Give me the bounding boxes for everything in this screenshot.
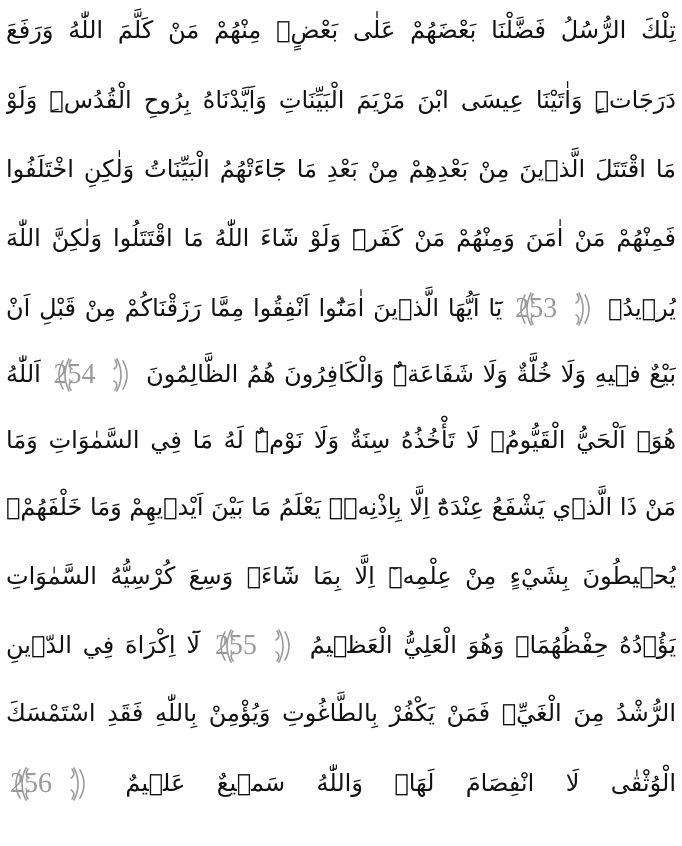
verse-text: مَنْ ذَا الَّذ۪ي يَشْفَعُ عِنْدَهُٓ اِلَّا بِاِذْنِه۪ۜ يَعْلَمُ مَا بَيْنَ اَيْد۪يهِمْ وَمَا خَلْفَهُمْۚ	[6, 493, 676, 521]
verse-line	[6, 619, 676, 671]
verse-text: فَمِنْهُمْ مَنْ اٰمَنَ وَمِنْهُمْ مَنْ كَفَرَۜ وَلَوْ شَٓاءَ اللّٰهُ مَا اقْتَتَلُوا وَلٰكِنَّ اللّٰهَ	[6, 224, 676, 252]
verse-text: مَا اقْتَتَلَ الَّذ۪ينَ مِنْ بَعْدِهِمْ مِنْ بَعْدِ مَا جَٓاءَتْهُمُ الْبَيِّنَاتُ وَلٰكِنِ اخْتَلَفُوا	[6, 155, 676, 183]
ayah-number: 253	[515, 293, 558, 324]
ayah-number-marker	[53, 355, 133, 395]
verse-text: يَٓا اَيُّهَا الَّذ۪ينَ اٰمَنُٓوا اَنْفِقُوا مِمَّا رَزَقْنَاكُمْ مِنْ قَبْلِ اَنْ	[6, 294, 503, 322]
verse-line	[6, 143, 676, 195]
ayah-number: 255	[214, 630, 257, 661]
verse-text: هُوَۚ اَلْحَيُّ الْقَيُّومُۚ لَا تَأْخُذُهُ سِنَةٌ وَلَا نَوْمٌۜ لَهُ مَا فِي السَّمٰوَاتِ وَمَا	[6, 426, 676, 454]
verse-line	[6, 687, 676, 739]
ayah-number-marker	[215, 626, 295, 666]
ayah-number-marker	[10, 764, 90, 804]
verse-text: يُح۪يطُونَ بِشَيْءٍ مِنْ عِلْمِه۪ٓ اِلَّا بِمَا شَٓاءَۚ وَسِعَ كُرْسِيُّهُ السَّمٰوَاتِ	[6, 562, 676, 590]
verse-text: الْوُثْقٰى لَا انْفِصَامَ لَهَاۜ وَاللّٰهُ سَم۪يعٌ عَل۪يمٌ	[125, 769, 676, 797]
verse-line	[6, 282, 676, 334]
ayah-number: 256	[10, 768, 52, 799]
verse-text: تِلْكَ الرُّسُلُ فَضَّلْنَا بَعْضَهُمْ عَلٰى بَعْضٍۢ مِنْهُمْ مَنْ كَلَّمَ اللّٰهُ وَرَفَعَ	[6, 16, 676, 44]
verse-line	[6, 212, 676, 264]
verse-line	[6, 348, 676, 400]
verse-text: لَٓا اِكْرَاهَ فِي الدّ۪ينِ	[6, 631, 201, 659]
verse-line	[6, 481, 676, 533]
verse-line	[6, 74, 676, 126]
verse-text: دَرَجَاتٍۜ وَاٰتَيْنَا عِيسَى ابْنَ مَرْيَمَ الْبَيِّنَاتِ وَاَيَّدْنَاهُ بِرُوحِ الْقُدُسِۜ وَلَوْ	[6, 86, 676, 114]
verse-text: اَللّٰهُ	[6, 360, 41, 388]
verse-text: بَيْعٌ ف۪يهِ وَلَا خُلَّةٌ وَلَا شَفَاعَةٌۜ وَالْكَافِرُونَ هُمُ الظَّالِمُونَ	[146, 360, 676, 388]
ayah-number-marker	[515, 289, 595, 329]
verse-text: الرُّشْدُ مِنَ الْغَيِّۚ فَمَنْ يَكْفُرْ بِالطَّاغُوتِ وَيُؤْمِنْ بِاللّٰهِ فَقَدِ اسْتَمْسَكَ	[6, 699, 676, 727]
verse-line	[6, 550, 676, 602]
verse-line	[6, 414, 676, 466]
verse-line	[6, 4, 676, 56]
verse-text: يُر۪يدُ۟	[607, 294, 676, 322]
ayah-number: 254	[53, 359, 96, 390]
verse-text: يَؤُ۫دُهُ حِفْظُهُمَاۚ وَهُوَ الْعَلِيُّ الْعَظ۪يمُ	[309, 631, 676, 659]
verse-line	[6, 757, 676, 809]
